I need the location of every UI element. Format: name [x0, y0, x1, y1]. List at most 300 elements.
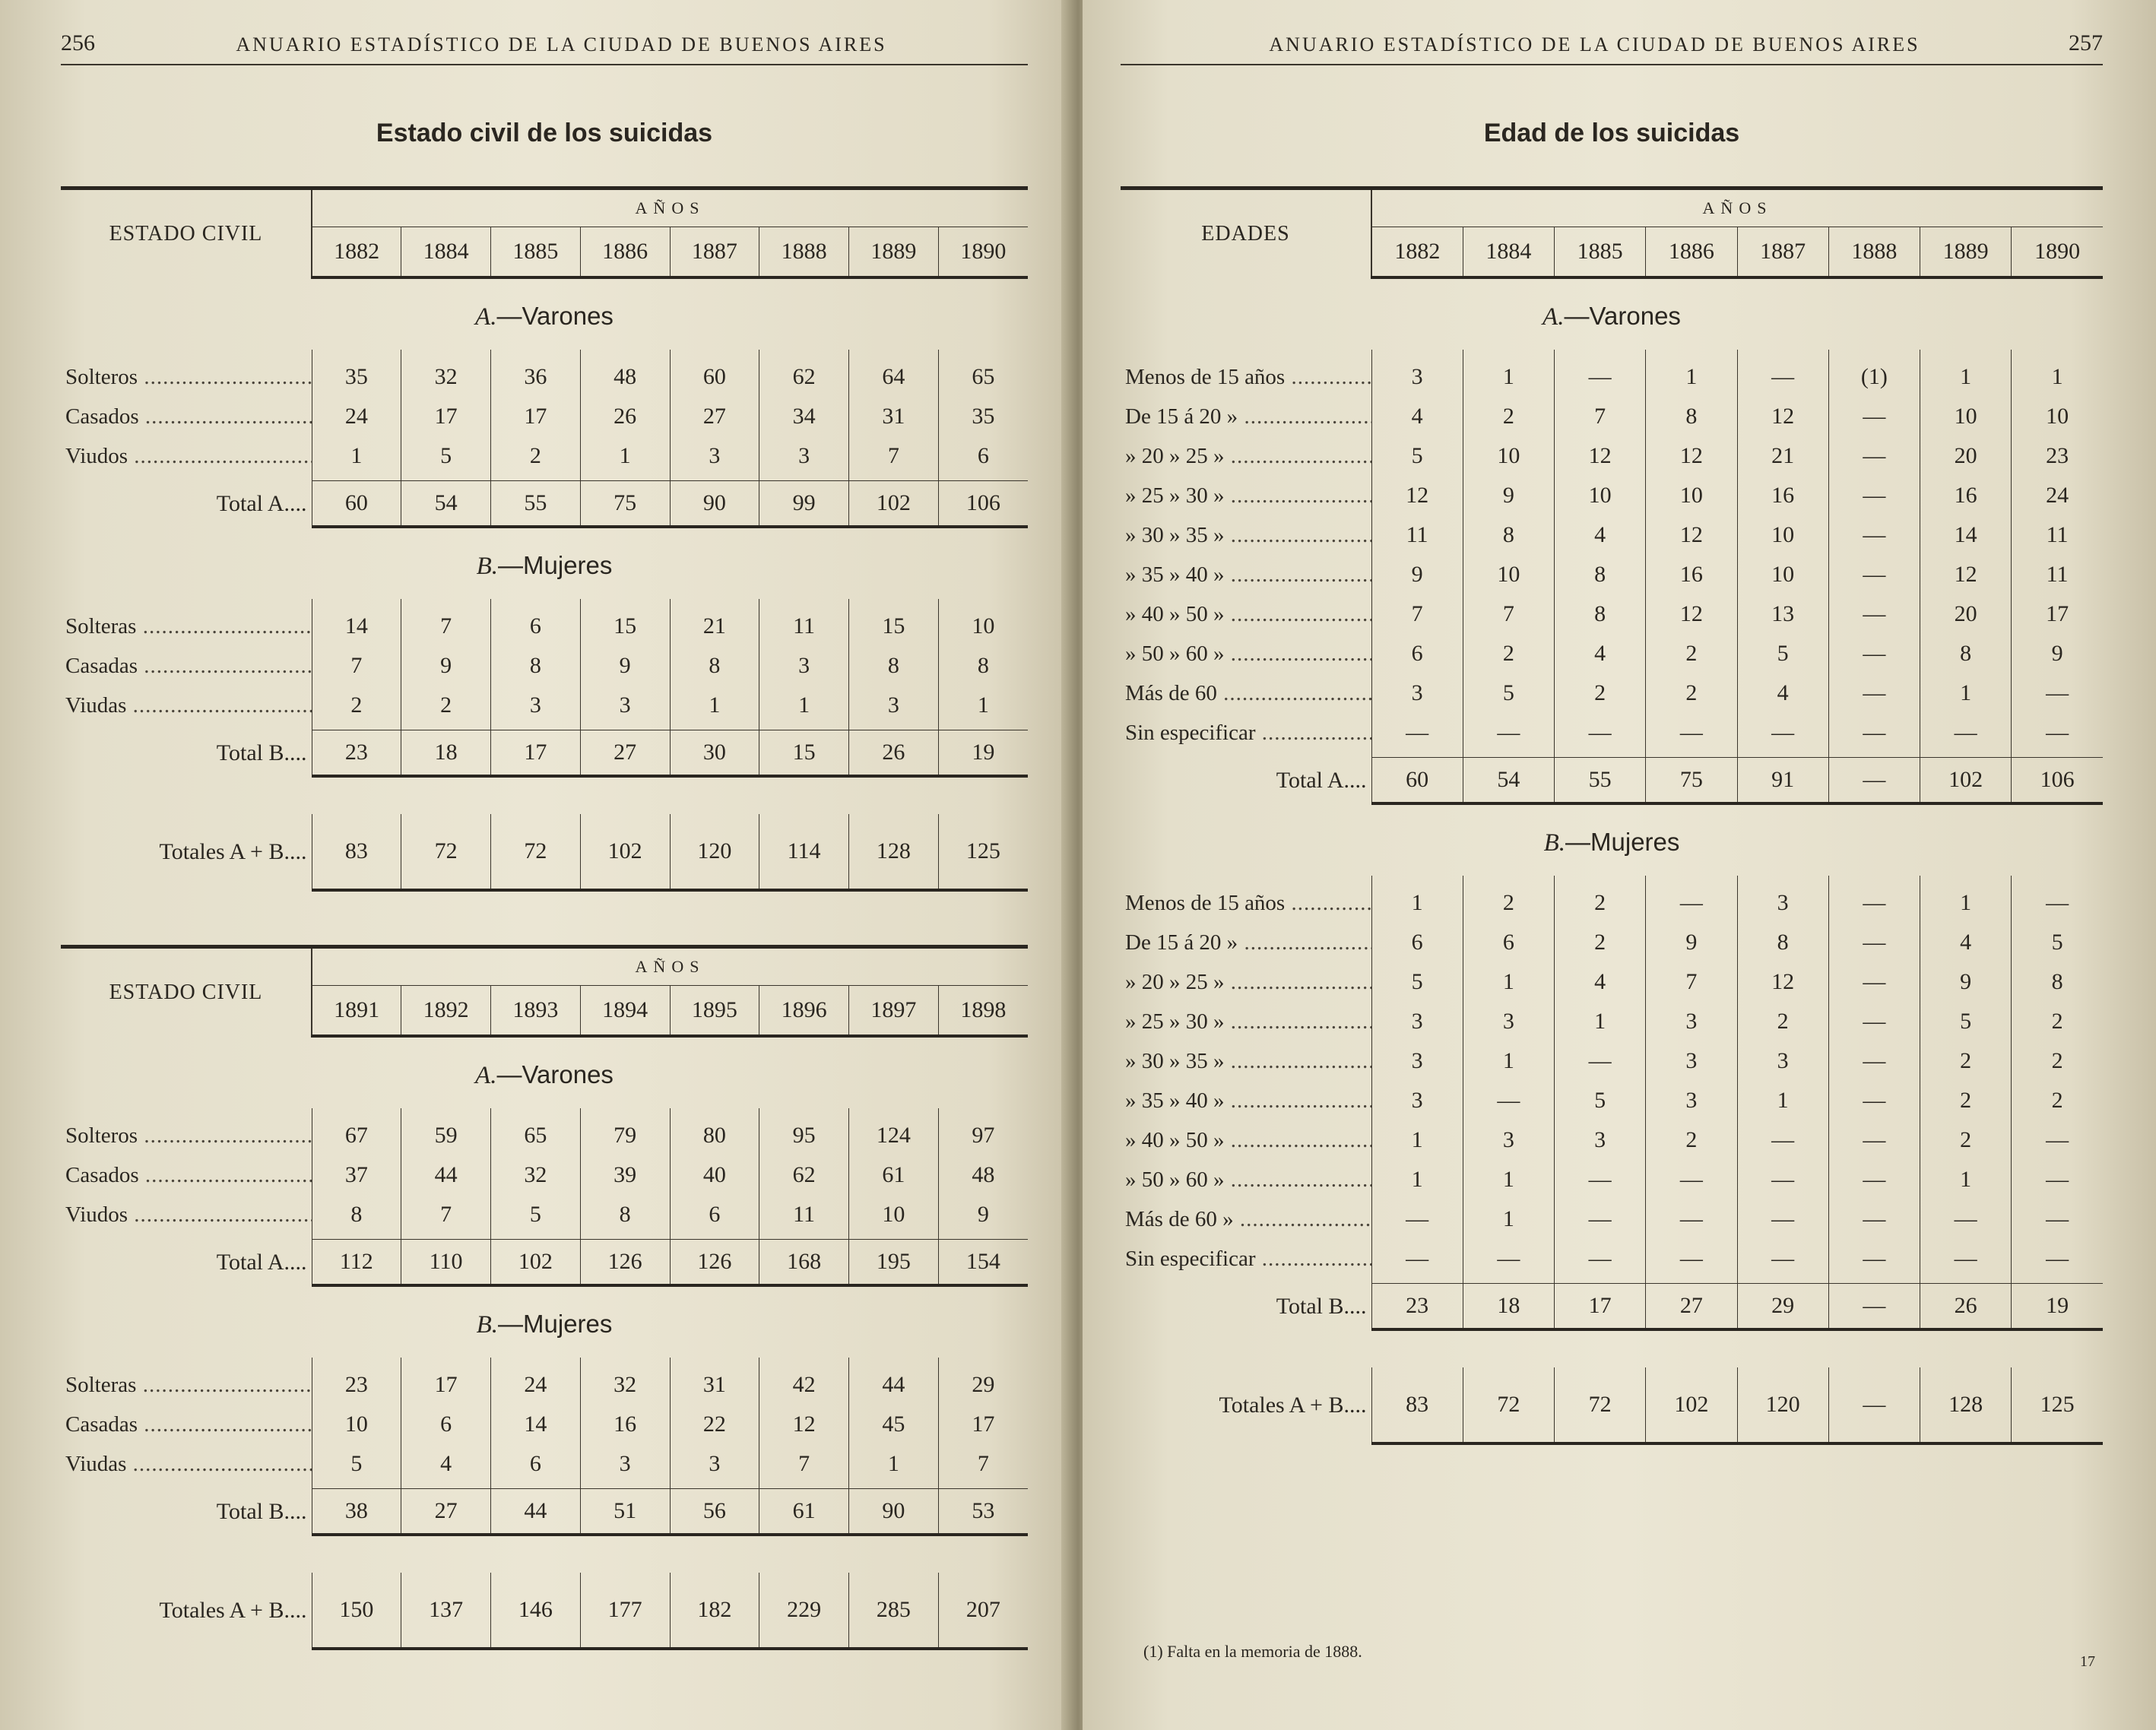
- cell-value: —: [1828, 1239, 1920, 1284]
- cell-value: 7: [401, 1195, 491, 1240]
- cell-value: —: [1463, 1081, 1554, 1120]
- total-label: Total B ....: [61, 1489, 312, 1535]
- cell-value: 59: [401, 1108, 491, 1155]
- year-header: 1887: [1737, 227, 1828, 278]
- corner-label: ESTADO CIVIL: [61, 947, 312, 1037]
- year-header: 1889: [849, 227, 939, 278]
- cell-value: —: [2012, 876, 2103, 923]
- cell-value: 3: [1371, 1041, 1463, 1081]
- table-row: [61, 1405, 1028, 1444]
- cell-value: 11: [759, 599, 849, 646]
- cell-value: 16: [1646, 555, 1737, 594]
- estado-civil-table-1891-1898: [61, 945, 1028, 1650]
- table-row: [1121, 1199, 2103, 1239]
- cell-value: 2: [2012, 1041, 2103, 1081]
- grand-total-value: 72: [491, 814, 581, 890]
- cell-value: 2: [1463, 397, 1554, 436]
- row-label: » 50 » 60 » .....: [1121, 1160, 1371, 1199]
- cell-value: —: [1828, 876, 1920, 923]
- total-value: 195: [849, 1240, 939, 1286]
- row-label: De 15 á 20 » .....: [1121, 923, 1371, 962]
- cell-value: 1: [1463, 350, 1554, 397]
- cell-value: 8: [580, 1195, 670, 1240]
- cell-value: 2: [1646, 634, 1737, 673]
- row-label: » 50 » 60 » .....: [1121, 634, 1371, 673]
- grand-total-value: 125: [938, 814, 1028, 890]
- running-title: ANUARIO ESTADÍSTICO DE LA CIUDAD DE BUENOS AIRES: [1269, 33, 1920, 55]
- cell-value: 4: [1737, 673, 1828, 713]
- cell-value: 9: [580, 646, 670, 686]
- total-value: 27: [580, 730, 670, 777]
- year-header: 1888: [759, 227, 849, 278]
- cell-value: 6: [1463, 923, 1554, 962]
- grand-total-row: [61, 1573, 1028, 1649]
- grand-total-value: 128: [849, 814, 939, 890]
- cell-value: 8: [849, 646, 939, 686]
- cell-value: 3: [1463, 1120, 1554, 1160]
- row-label: Solteras .....: [61, 599, 312, 646]
- cell-value: 79: [580, 1108, 670, 1155]
- footnote: (1) Falta en la memoria de 1888.: [1143, 1642, 1362, 1661]
- cell-value: 3: [1371, 1081, 1463, 1120]
- group-heading: [61, 277, 1028, 350]
- row-label: Casadas .....: [61, 1405, 312, 1444]
- total-value: 56: [670, 1489, 759, 1535]
- total-value: 168: [759, 1240, 849, 1286]
- total-row: [61, 1240, 1028, 1286]
- cell-value: —: [1463, 1239, 1554, 1284]
- group-heading: [1121, 277, 2103, 350]
- total-value: 51: [580, 1489, 670, 1535]
- cell-value: 95: [759, 1108, 849, 1155]
- row-label: Viudos .....: [61, 1195, 312, 1240]
- grand-total-value: 177: [580, 1573, 670, 1649]
- cell-value: —: [1555, 1239, 1646, 1284]
- cell-value: 35: [312, 350, 401, 397]
- group-name: —Varones: [496, 1060, 614, 1088]
- cell-value: 4: [1371, 397, 1463, 436]
- cell-value: 16: [580, 1405, 670, 1444]
- cell-value: —: [2012, 1199, 2103, 1239]
- cell-value: 29: [938, 1358, 1028, 1405]
- table-row: [1121, 876, 2103, 923]
- cell-value: 13: [1737, 594, 1828, 634]
- cell-value: 5: [1555, 1081, 1646, 1120]
- grand-total-value: —: [1828, 1367, 1920, 1443]
- cell-value: —: [1828, 634, 1920, 673]
- table-row: [61, 1444, 1028, 1489]
- table-row: [61, 397, 1028, 436]
- grand-total-value: 285: [849, 1573, 939, 1649]
- cell-value: —: [1828, 476, 1920, 515]
- cell-value: —: [1828, 1081, 1920, 1120]
- cell-value: 1: [759, 686, 849, 730]
- cell-value: 3: [1646, 1081, 1737, 1120]
- cell-value: 4: [1555, 634, 1646, 673]
- cell-value: 10: [1646, 476, 1737, 515]
- cell-value: 62: [759, 350, 849, 397]
- cell-value: 8: [1646, 397, 1737, 436]
- stat-table: [61, 186, 1028, 892]
- cell-value: 9: [1920, 962, 2012, 1002]
- grand-total-value: 102: [1646, 1367, 1737, 1443]
- running-title: ANUARIO ESTADÍSTICO DE LA CIUDAD DE BUENOS AIRES: [236, 33, 887, 55]
- table-row: [61, 1195, 1028, 1240]
- cell-value: 48: [580, 350, 670, 397]
- cell-value: 5: [401, 436, 491, 481]
- cell-value: 3: [1555, 1120, 1646, 1160]
- year-header: 1892: [401, 986, 491, 1037]
- cell-value: 7: [759, 1444, 849, 1489]
- table-row: [1121, 594, 2103, 634]
- row-label: » 40 » 50 » .....: [1121, 1120, 1371, 1160]
- table-row: [1121, 673, 2103, 713]
- grand-total-value: 146: [491, 1573, 581, 1649]
- table-row: [61, 1358, 1028, 1405]
- cell-value: 2: [312, 686, 401, 730]
- row-label: Sin especificar .....: [1121, 713, 1371, 758]
- cell-value: 42: [759, 1358, 849, 1405]
- cell-value: 3: [759, 646, 849, 686]
- cell-value: 11: [2012, 515, 2103, 555]
- cell-value: 22: [670, 1405, 759, 1444]
- year-header: 1882: [1371, 227, 1463, 278]
- total-value: 60: [1371, 758, 1463, 804]
- cell-value: 3: [759, 436, 849, 481]
- cell-value: 14: [491, 1405, 581, 1444]
- cell-value: 8: [1555, 594, 1646, 634]
- cell-value: 5: [1371, 436, 1463, 476]
- signature-mark: 17: [2080, 1653, 2095, 1670]
- total-value: 44: [491, 1489, 581, 1535]
- cell-value: —: [1555, 1199, 1646, 1239]
- table-row: [1121, 1081, 2103, 1120]
- cell-value: 7: [1555, 397, 1646, 436]
- cell-value: 3: [670, 1444, 759, 1489]
- total-value: 102: [849, 481, 939, 528]
- row-label: Casados .....: [61, 1155, 312, 1195]
- cell-value: 62: [759, 1155, 849, 1195]
- table-row: [1121, 634, 2103, 673]
- total-label: Total A ....: [61, 1240, 312, 1286]
- cell-value: —: [1828, 713, 1920, 758]
- cell-value: —: [1828, 1002, 1920, 1041]
- cell-value: 12: [1737, 962, 1828, 1002]
- cell-value: 2: [1463, 876, 1554, 923]
- cell-value: 17: [491, 397, 581, 436]
- cell-value: 2: [1646, 673, 1737, 713]
- cell-value: 35: [938, 397, 1028, 436]
- cell-value: 45: [849, 1405, 939, 1444]
- cell-value: 24: [312, 397, 401, 436]
- cell-value: —: [1828, 555, 1920, 594]
- cell-value: 20: [1920, 436, 2012, 476]
- cell-value: —: [2012, 1239, 2103, 1284]
- cell-value: 1: [1371, 1160, 1463, 1199]
- cell-value: 8: [1737, 923, 1828, 962]
- grand-total-value: 72: [1463, 1367, 1554, 1443]
- cell-value: 31: [849, 397, 939, 436]
- cell-value: 3: [1646, 1041, 1737, 1081]
- cell-value: —: [1737, 1160, 1828, 1199]
- cell-value: 2: [1646, 1120, 1737, 1160]
- group-name: —Mujeres: [1565, 828, 1680, 856]
- cell-value: 17: [401, 1358, 491, 1405]
- row-label: » 25 » 30 » .....: [1121, 476, 1371, 515]
- cell-value: 26: [580, 397, 670, 436]
- cell-value: —: [1555, 1041, 1646, 1081]
- cell-value: 6: [1371, 634, 1463, 673]
- table-row: [61, 436, 1028, 481]
- cell-value: 10: [1920, 397, 2012, 436]
- total-value: 106: [2012, 758, 2103, 804]
- cell-value: 3: [1737, 1041, 1828, 1081]
- row-label: Casadas .....: [61, 646, 312, 686]
- cell-value: —: [1646, 1239, 1737, 1284]
- cell-value: 1: [1463, 1199, 1554, 1239]
- total-value: 23: [312, 730, 401, 777]
- total-value: 15: [759, 730, 849, 777]
- cell-value: 17: [401, 397, 491, 436]
- total-value: 106: [938, 481, 1028, 528]
- cell-value: 14: [1920, 515, 2012, 555]
- cell-value: 12: [1646, 594, 1737, 634]
- total-row: [61, 1489, 1028, 1535]
- cell-value: 48: [938, 1155, 1028, 1195]
- cell-value: 1: [1463, 1160, 1554, 1199]
- cell-value: 9: [1371, 555, 1463, 594]
- cell-value: 40: [670, 1155, 759, 1195]
- cell-value: —: [1371, 1239, 1463, 1284]
- group-heading: [61, 527, 1028, 599]
- cell-value: 5: [1737, 634, 1828, 673]
- cell-value: —: [1555, 350, 1646, 397]
- cell-value: 10: [312, 1405, 401, 1444]
- cell-value: 12: [1371, 476, 1463, 515]
- cell-value: 5: [1371, 962, 1463, 1002]
- cell-value: 5: [491, 1195, 581, 1240]
- cell-value: —: [1737, 1199, 1828, 1239]
- cell-value: 23: [312, 1358, 401, 1405]
- cell-value: 3: [1371, 1002, 1463, 1041]
- cell-value: —: [1463, 713, 1554, 758]
- cell-value: 65: [491, 1108, 581, 1155]
- cell-value: 7: [401, 599, 491, 646]
- cell-value: 2: [1555, 923, 1646, 962]
- group-prefix: A.: [1542, 303, 1565, 331]
- year-header: 1888: [1828, 227, 1920, 278]
- year-header: 1891: [312, 986, 401, 1037]
- cell-value: 65: [938, 350, 1028, 397]
- cell-value: 3: [1371, 350, 1463, 397]
- table-row: [61, 1155, 1028, 1195]
- total-value: 126: [670, 1240, 759, 1286]
- year-header: 1889: [1920, 227, 2012, 278]
- grand-total-value: 120: [670, 814, 759, 890]
- cell-value: 11: [2012, 555, 2103, 594]
- cell-value: 2: [401, 686, 491, 730]
- cell-value: 1: [1463, 962, 1554, 1002]
- total-value: 18: [401, 730, 491, 777]
- row-label: Viudos .....: [61, 436, 312, 481]
- total-value: 38: [312, 1489, 401, 1535]
- cell-value: 5: [1920, 1002, 2012, 1041]
- cell-value: 36: [491, 350, 581, 397]
- cell-value: —: [1555, 1160, 1646, 1199]
- cell-value: —: [1646, 1199, 1737, 1239]
- cell-value: 2: [1737, 1002, 1828, 1041]
- cell-value: 44: [401, 1155, 491, 1195]
- cell-value: 7: [1463, 594, 1554, 634]
- cell-value: 2: [2012, 1081, 2103, 1120]
- cell-value: 61: [849, 1155, 939, 1195]
- year-header: 1886: [580, 227, 670, 278]
- group-name: —Varones: [1564, 302, 1681, 330]
- cell-value: 1: [1555, 1002, 1646, 1041]
- cell-value: 3: [1371, 673, 1463, 713]
- group-prefix: B.: [1543, 829, 1566, 857]
- right-page: [1083, 0, 2156, 1730]
- group-heading: [61, 1285, 1028, 1358]
- year-header: 1884: [401, 227, 491, 278]
- year-header: 1884: [1463, 227, 1554, 278]
- total-value: 102: [1920, 758, 2012, 804]
- row-label: » 40 » 50 » .....: [1121, 594, 1371, 634]
- cell-value: 4: [1920, 923, 2012, 962]
- cell-value: 4: [401, 1444, 491, 1489]
- cell-value: 3: [670, 436, 759, 481]
- cell-value: 2: [1920, 1041, 2012, 1081]
- total-value: 17: [491, 730, 581, 777]
- grand-total-label: Totales A + B ....: [61, 1573, 312, 1649]
- cell-value: 6: [670, 1195, 759, 1240]
- years-header: AÑOS: [312, 189, 1028, 227]
- cell-value: 3: [849, 686, 939, 730]
- total-value: 102: [491, 1240, 581, 1286]
- table-row: [1121, 397, 2103, 436]
- corner-label: EDADES: [1121, 189, 1371, 278]
- grand-total-value: 72: [401, 814, 491, 890]
- cell-value: —: [1371, 1199, 1463, 1239]
- group-prefix: B.: [476, 1311, 499, 1339]
- cell-value: 5: [2012, 923, 2103, 962]
- year-header: 1890: [938, 227, 1028, 278]
- table-row: [1121, 1160, 2103, 1199]
- grand-total-value: 120: [1737, 1367, 1828, 1443]
- cell-value: 17: [938, 1405, 1028, 1444]
- cell-value: —: [1555, 713, 1646, 758]
- total-row: [61, 481, 1028, 528]
- total-row: [1121, 1284, 2103, 1330]
- row-label: De 15 á 20 » .....: [1121, 397, 1371, 436]
- cell-value: 27: [670, 397, 759, 436]
- cell-value: 21: [1737, 436, 1828, 476]
- cell-value: 31: [670, 1358, 759, 1405]
- cell-value: 8: [2012, 962, 2103, 1002]
- total-row: [61, 730, 1028, 777]
- cell-value: 10: [1463, 555, 1554, 594]
- running-head-right: [1121, 30, 2103, 65]
- total-value: 99: [759, 481, 849, 528]
- cell-value: —: [1828, 962, 1920, 1002]
- year-header: 1896: [759, 986, 849, 1037]
- cell-value: 8: [1555, 555, 1646, 594]
- table-row: [1121, 476, 2103, 515]
- cell-value: —: [1828, 1199, 1920, 1239]
- year-header: 1887: [670, 227, 759, 278]
- row-label: Casados .....: [61, 397, 312, 436]
- cell-value: 1: [849, 1444, 939, 1489]
- cell-value: 4: [1555, 515, 1646, 555]
- total-row: [1121, 758, 2103, 804]
- row-label: Sin especificar .....: [1121, 1239, 1371, 1284]
- cell-value: 6: [1371, 923, 1463, 962]
- row-label: » 30 » 35 » .....: [1121, 515, 1371, 555]
- row-label: Solteras .....: [61, 1358, 312, 1405]
- left-page: [0, 0, 1073, 1730]
- cell-value: —: [2012, 1160, 2103, 1199]
- year-header: 1895: [670, 986, 759, 1037]
- cell-value: 1: [1646, 350, 1737, 397]
- edades-table: [1121, 186, 2103, 1445]
- cell-value: 1: [1920, 350, 2012, 397]
- cell-value: 7: [1371, 594, 1463, 634]
- cell-value: 97: [938, 1108, 1028, 1155]
- section-title: Estado civil de los suicidas: [376, 119, 713, 147]
- cell-value: 32: [580, 1358, 670, 1405]
- cell-value: —: [1920, 713, 2012, 758]
- grand-total-value: 125: [2012, 1367, 2103, 1443]
- cell-value: 3: [491, 686, 581, 730]
- table-row: [61, 686, 1028, 730]
- cell-value: 10: [1555, 476, 1646, 515]
- row-label: Más de 60 » .....: [1121, 1199, 1371, 1239]
- year-header: 1885: [491, 227, 581, 278]
- row-label: Viudas .....: [61, 1444, 312, 1489]
- cell-value: 1: [670, 686, 759, 730]
- cell-value: 11: [759, 1195, 849, 1240]
- cell-value: 7: [849, 436, 939, 481]
- cell-value: 32: [401, 350, 491, 397]
- cell-value: 3: [1463, 1002, 1554, 1041]
- cell-value: —: [1646, 1160, 1737, 1199]
- row-label: Solteros .....: [61, 1108, 312, 1155]
- year-header: 1886: [1646, 227, 1737, 278]
- table-row: [1121, 515, 2103, 555]
- row-label: » 25 » 30 » .....: [1121, 1002, 1371, 1041]
- cell-value: 2: [1463, 634, 1554, 673]
- total-value: 26: [849, 730, 939, 777]
- cell-value: —: [1828, 397, 1920, 436]
- cell-value: 32: [491, 1155, 581, 1195]
- total-value: 19: [2012, 1284, 2103, 1330]
- cell-value: 1: [1371, 1120, 1463, 1160]
- grand-total-value: 102: [580, 814, 670, 890]
- total-label: Total A ....: [1121, 758, 1371, 804]
- cell-value: 1: [938, 686, 1028, 730]
- total-value: 55: [1555, 758, 1646, 804]
- cell-value: —: [1737, 1239, 1828, 1284]
- total-value: 75: [1646, 758, 1737, 804]
- total-value: 26: [1920, 1284, 2012, 1330]
- total-value: 27: [401, 1489, 491, 1535]
- cell-value: 1: [580, 436, 670, 481]
- total-value: 29: [1737, 1284, 1828, 1330]
- cell-value: —: [1828, 673, 1920, 713]
- total-value: 112: [312, 1240, 401, 1286]
- total-value: 18: [1463, 1284, 1554, 1330]
- row-label: Solteros .....: [61, 350, 312, 397]
